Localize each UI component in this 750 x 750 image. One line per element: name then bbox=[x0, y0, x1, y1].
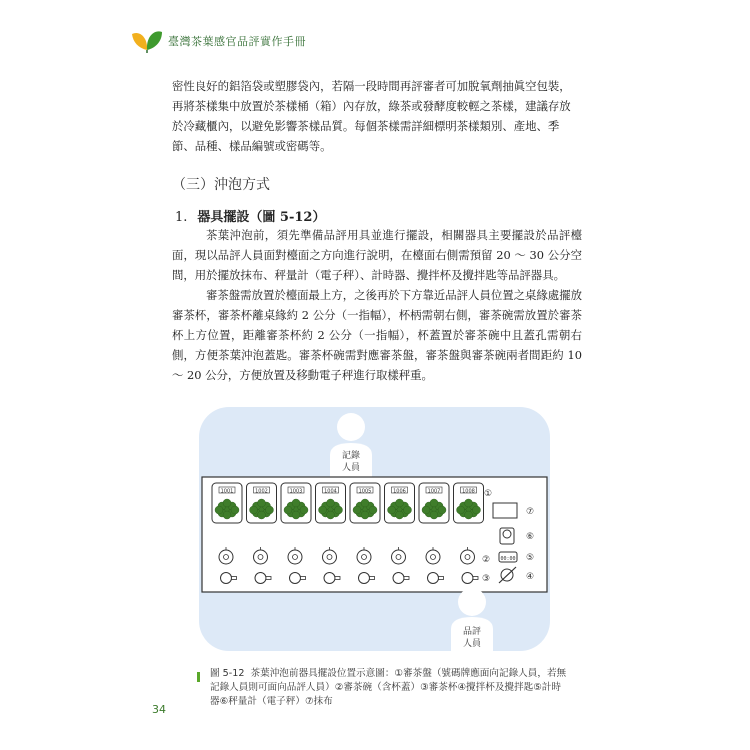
body-paragraphs bbox=[172, 225, 582, 385]
intro-paragraph-block bbox=[172, 76, 582, 156]
recorder-label-1: 記錄 bbox=[341, 451, 361, 461]
tea-tray bbox=[419, 483, 449, 523]
page-number: 34 bbox=[152, 703, 166, 716]
recorder-label-2: 人員 bbox=[341, 463, 361, 473]
scale bbox=[500, 528, 514, 544]
tea-tray bbox=[350, 483, 380, 523]
tea-tray bbox=[281, 483, 311, 523]
tray-number-label: 1004 bbox=[324, 488, 337, 495]
subsection-title bbox=[175, 206, 325, 225]
tea-tray bbox=[454, 483, 484, 523]
tray-number-label: 1002 bbox=[255, 488, 268, 495]
cloth bbox=[493, 503, 517, 518]
caption-label: 圖 5-12 bbox=[210, 668, 245, 679]
marker-7: ⑦ bbox=[525, 507, 535, 517]
tea-tray bbox=[316, 483, 346, 523]
paragraph-2: 審茶盤需放置於檯面最上方，之後再於下方靠近品評人員位置之桌緣處擺放審茶杯，審茶杯離桌緣約 2 公分（一指幅），杯柄需朝右側，審茶碗需放置於審茶杯上方位置，距離審茶杯約 2 公分（一指幅），杯蓋置於審茶碗中且蓋孔需朝右側，方便茶葉沖泡蓋匙。審茶杯碗需對應審茶盤，審茶盤與審茶碗兩者間距約 10 ～ 20 公分，方便放置及移動電子秤進行取樣秤重。 bbox=[172, 288, 582, 382]
tray-number-label: 1007 bbox=[427, 488, 441, 495]
tray-number-label: 1005 bbox=[358, 488, 372, 495]
page-header bbox=[130, 28, 306, 54]
tray-number-label: 1006 bbox=[393, 488, 406, 495]
marker-4: ④ bbox=[525, 572, 535, 582]
marker-3: ③ bbox=[481, 574, 491, 584]
subsection-number: 1. bbox=[175, 210, 188, 225]
paragraph-1: 茶葉沖泡前，須先準備品評用具並進行擺設，相關器具主要擺設於品評檯面，現以品評人員面對檯面之方向進行說明，在檯面右側需預留 20 ～ 30 公分空間，用於擺放抹布、秤量計（電子秤）、計時器、攪拌杯及攪拌匙等品評器具。 bbox=[172, 228, 582, 282]
header-title: 臺灣茶葉感官品評實作手冊 bbox=[168, 35, 306, 48]
section-title: （三）沖泡方式 bbox=[172, 177, 270, 193]
tray-number-label: 1003 bbox=[289, 488, 303, 495]
marker-5: ⑤ bbox=[525, 553, 535, 563]
timer bbox=[499, 552, 517, 562]
caption-accent-bar bbox=[197, 672, 200, 682]
timer-display: 00:00 bbox=[500, 556, 516, 562]
taster-label-2: 人員 bbox=[462, 639, 482, 649]
intro-paragraph: 密性良好的鋁箔袋或塑膠袋內，若隔一段時間再評審者可加脫氧劑抽眞空包裝，再將茶樣集中放置於茶樣桶（箱）內存放，綠茶或發酵度較輕之茶樣，建議存放於冷藏櫃內，以避免影響茶樣品質。每個茶樣需詳細標明茶樣類別、產地、季節、品種、樣品編號或密碼等。 bbox=[172, 79, 571, 153]
marker-6: ⑥ bbox=[525, 532, 535, 542]
taster-label-1: 品評 bbox=[462, 627, 482, 637]
figure-caption bbox=[210, 667, 570, 709]
tray-number-label: 1001 bbox=[220, 488, 234, 495]
marker-1: ① bbox=[483, 489, 493, 499]
marker-2: ② bbox=[481, 555, 491, 565]
tea-tray bbox=[385, 483, 415, 523]
caption-text: 茶葉沖泡前器具擺設位置示意圖：①審茶盤（號碼牌應面向記錄人員，若無記錄人員則可面向品評人員）②審茶碗（含杯蓋）③審茶杯④攪拌杯及攪拌匙⑤計時器⑥秤量計（電子秤）⑦抹布 bbox=[210, 668, 567, 707]
tea-tray bbox=[212, 483, 242, 523]
setup-diagram bbox=[199, 407, 550, 651]
tray-number-label: 1008 bbox=[462, 488, 475, 495]
tea-tray bbox=[247, 483, 277, 523]
tea-leaf-logo-icon bbox=[130, 28, 164, 54]
subsection-title-text: 器具擺設（圖 5-12） bbox=[197, 210, 326, 225]
